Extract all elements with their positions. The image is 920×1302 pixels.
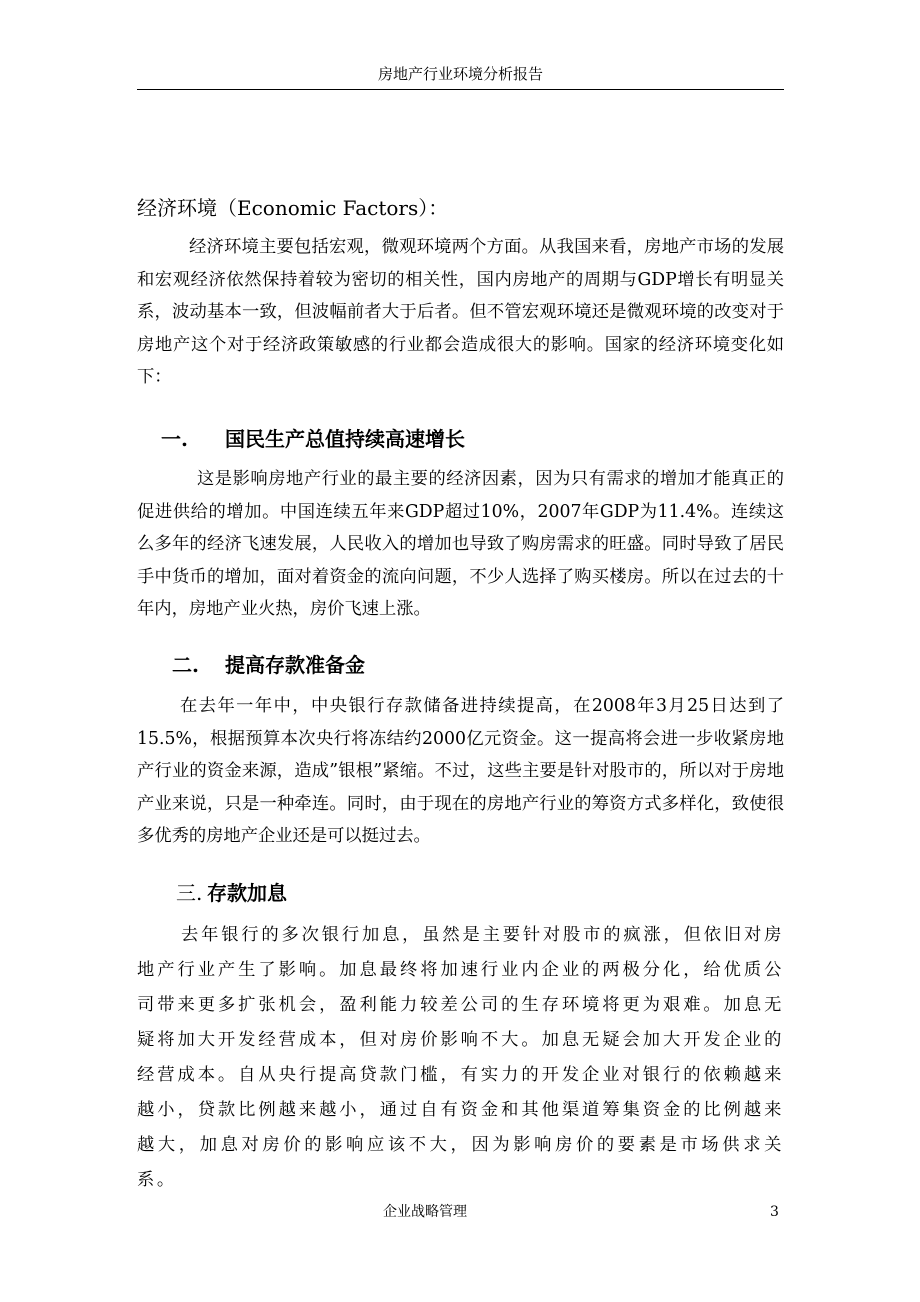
page-footer-label: 企业战略管理 bbox=[383, 1204, 467, 1220]
section-heading-3 bbox=[137, 878, 823, 908]
section-title: 国民生产总值持续高速增长 bbox=[225, 427, 465, 451]
section-title: 提高存款准备金 bbox=[225, 653, 365, 677]
section-heading-2 bbox=[137, 650, 819, 680]
section-heading-1 bbox=[137, 424, 808, 454]
section-3-paragraph: 去年银行的多次银行加息，虽然是主要针对股市的疯涨，但依旧对房地产行业产生了影响。加息最终将加速行业内企业的两极分化，给优质公司带来更多扩张机会，盈利能力较差公司的生存环境将更为艰难。加息无疑将加大开发经营成本，但对房价影响不大。加息无疑会加大开发企业的经营成本。自从央行提高贷款门槛，有实力的开发企业对银行的依赖越来越小，贷款比例越来越小，通过自有资金和其他渠道筹集资金的比例越来越大，加息对房价的影响应该不大，因为影响房价的要素是市场供求关系。 bbox=[137, 925, 784, 1190]
section-number: 二. bbox=[172, 653, 199, 677]
document-title: 经济环境（Economic Factors）： bbox=[137, 196, 449, 220]
header-divider bbox=[137, 89, 784, 90]
intro-paragraph: 经济环境主要包括宏观，微观环境两个方面。从我国来看，房地产市场的发展和宏观经济依然保持着较为密切的相关性，国内房地产的周期与GDP增长有明显关系，波动基本一致，但波幅前者大于后者。但不管宏观环境还是微观环境的改变对于房地产这个对于经济政策敏感的行业都会造成很大的影响。国家的经济环境变化如下： bbox=[137, 237, 784, 388]
section-number: 一. bbox=[161, 427, 188, 451]
section-number: 三. bbox=[176, 881, 203, 905]
section-title: 存款加息 bbox=[207, 881, 287, 905]
page-header: 房地产行业环境分析报告 bbox=[377, 65, 543, 83]
section-2-paragraph: 在去年一年中，中央银行存款储备进持续提高，在2008年3月25日达到了15.5%，根据预算本次央行将冻结约2000亿元资金。这一提高将会进一步收紧房地产行业的资金来源，造成”银根”紧缩。不过，这些主要是针对股市的，所以对于房地产业来说，只是一种牵连。同时，由于现在的房地产行业的筹资方式多样化，致使很多优秀的房地产企业还是可以挺过去。 bbox=[137, 696, 784, 847]
page-number: 3 bbox=[770, 1204, 779, 1220]
section-1-paragraph: 这是影响房地产行业的最主要的经济因素，因为只有需求的增加才能真正的促进供给的增加。中国连续五年来GDP超过10%，2007年GDP为11.4%。连续这么多年的经济飞速发展，人民收入的增加也导致了购房需求的旺盛。同时导致了居民手中货币的增加，面对着资金的流向问题，不少人选择了购买楼房。所以在过去的十年内，房地产业火热，房价飞速上涨。 bbox=[137, 469, 784, 620]
